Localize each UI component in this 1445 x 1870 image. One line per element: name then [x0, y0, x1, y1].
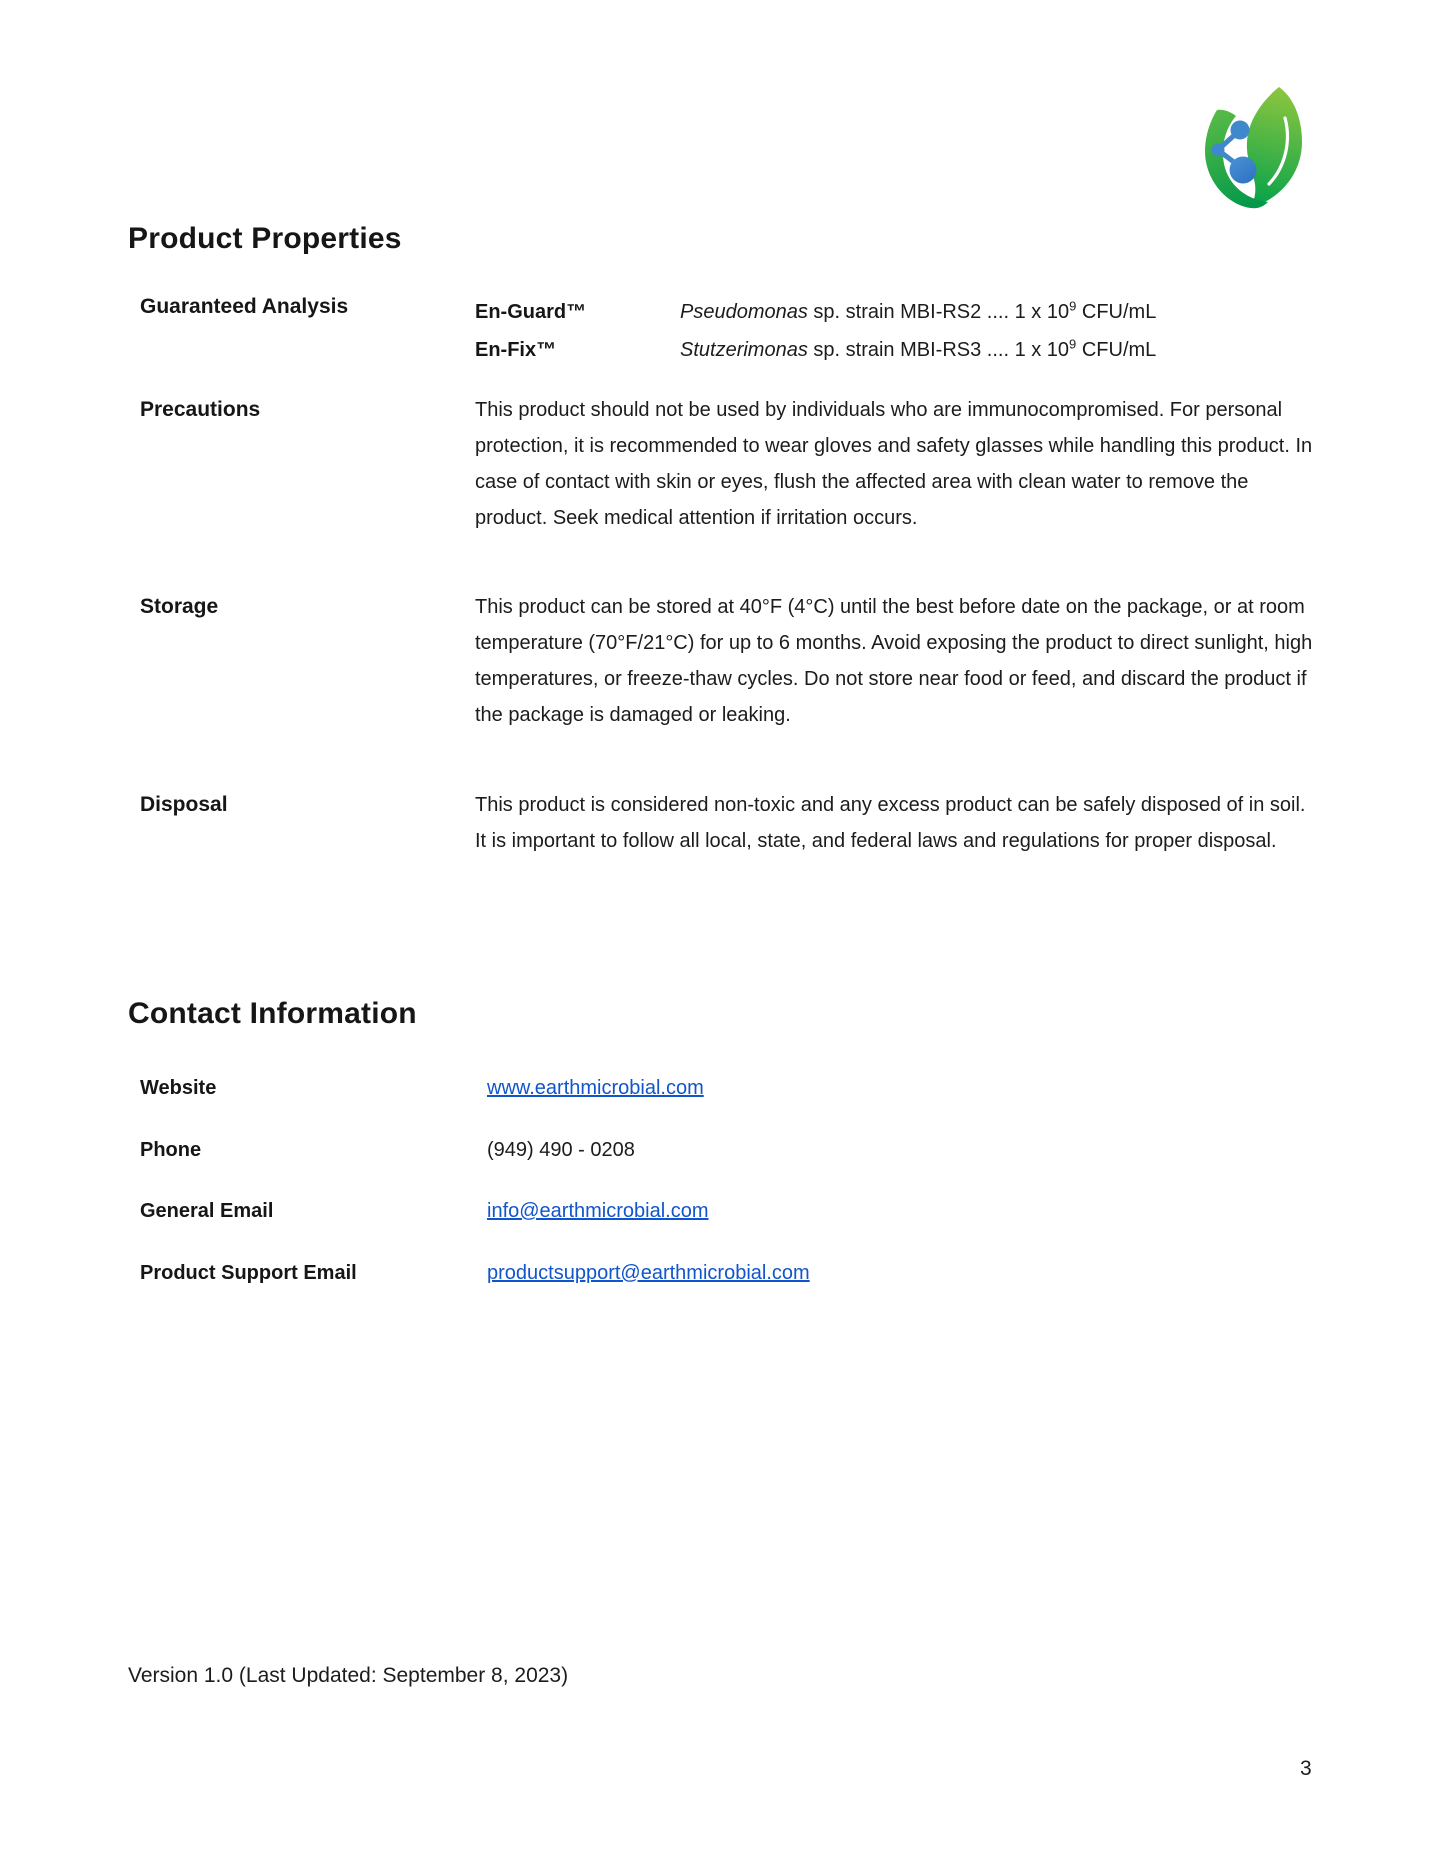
exponent: 9: [1069, 298, 1077, 314]
trademark-symbol: ™: [566, 301, 587, 323]
analysis-line-1: Pseudomonas sp. strain MBI-RS2 .... 1 x $10^9$ CFU/mL: [680, 298, 1157, 323]
leaf-shape: [1247, 87, 1302, 208]
website-label: Website: [140, 1077, 217, 1099]
precautions-label: Precautions: [140, 398, 261, 421]
trademark-symbol: ™: [536, 339, 557, 361]
product-properties-title: Product Properties: [128, 222, 402, 255]
version-note: Version 1.0 (Last Updated: September 8, 2023): [128, 1664, 569, 1687]
disposal-label: Disposal: [140, 793, 228, 816]
page-number: 3: [1300, 1757, 1312, 1780]
product-name-en-guard: En-Guard™: [475, 301, 587, 323]
disposal-text: This product is considered non-toxic and any excess product can be safely disposed of in soil. It is important to follow all local, state, and federal laws and regulations for proper disposal.: [475, 794, 1306, 852]
phone-label: Phone: [140, 1139, 202, 1161]
product-support-email-link[interactable]: productsupport@earthmicrobial.com: [487, 1262, 810, 1284]
website-link[interactable]: www.earthmicrobial.com: [487, 1077, 704, 1099]
contact-information-title: Contact Information: [128, 997, 417, 1030]
general-email-label: General Email: [140, 1200, 274, 1222]
precautions-text: This product should not be used by individuals who are immunocompromised. For personal protection, it is recommended to wear gloves and safety glasses while handling this product. In case of contact with skin or eyes, flush the affected area with clean water to remove the product. Seek medical attention if irritation occurs.: [475, 399, 1313, 529]
organism-name: Pseudomonas: [680, 301, 808, 323]
analysis-line-2: Stutzerimonas sp. strain MBI-RS3 .... 1 x $10^9$ CFU/mL: [680, 336, 1157, 361]
storage-label: Storage: [140, 595, 219, 618]
product-support-email-label: Product Support Email: [140, 1262, 357, 1284]
product-name-en-fix: En-Fix™: [475, 339, 557, 361]
phone-value: (949) 490 - 0208: [487, 1139, 635, 1161]
exponent: 9: [1069, 336, 1077, 352]
storage-text: This product can be stored at 40°F (4°C) until the best before date on the package, or at room temperature (70°F/21°C) for up to 6 months. Avoid exposing the product to direct sunlight, high temperatures, or freeze-thaw cycles. Do not store near food or feed, and discard the product if the package is damaged or leaking.: [475, 596, 1313, 726]
guaranteed-analysis-label: Guaranteed Analysis: [140, 295, 349, 318]
earth-microbial-logo: [1203, 84, 1307, 214]
general-email-link[interactable]: info@earthmicrobial.com: [487, 1200, 709, 1222]
organism-name: Stutzerimonas: [680, 339, 808, 361]
